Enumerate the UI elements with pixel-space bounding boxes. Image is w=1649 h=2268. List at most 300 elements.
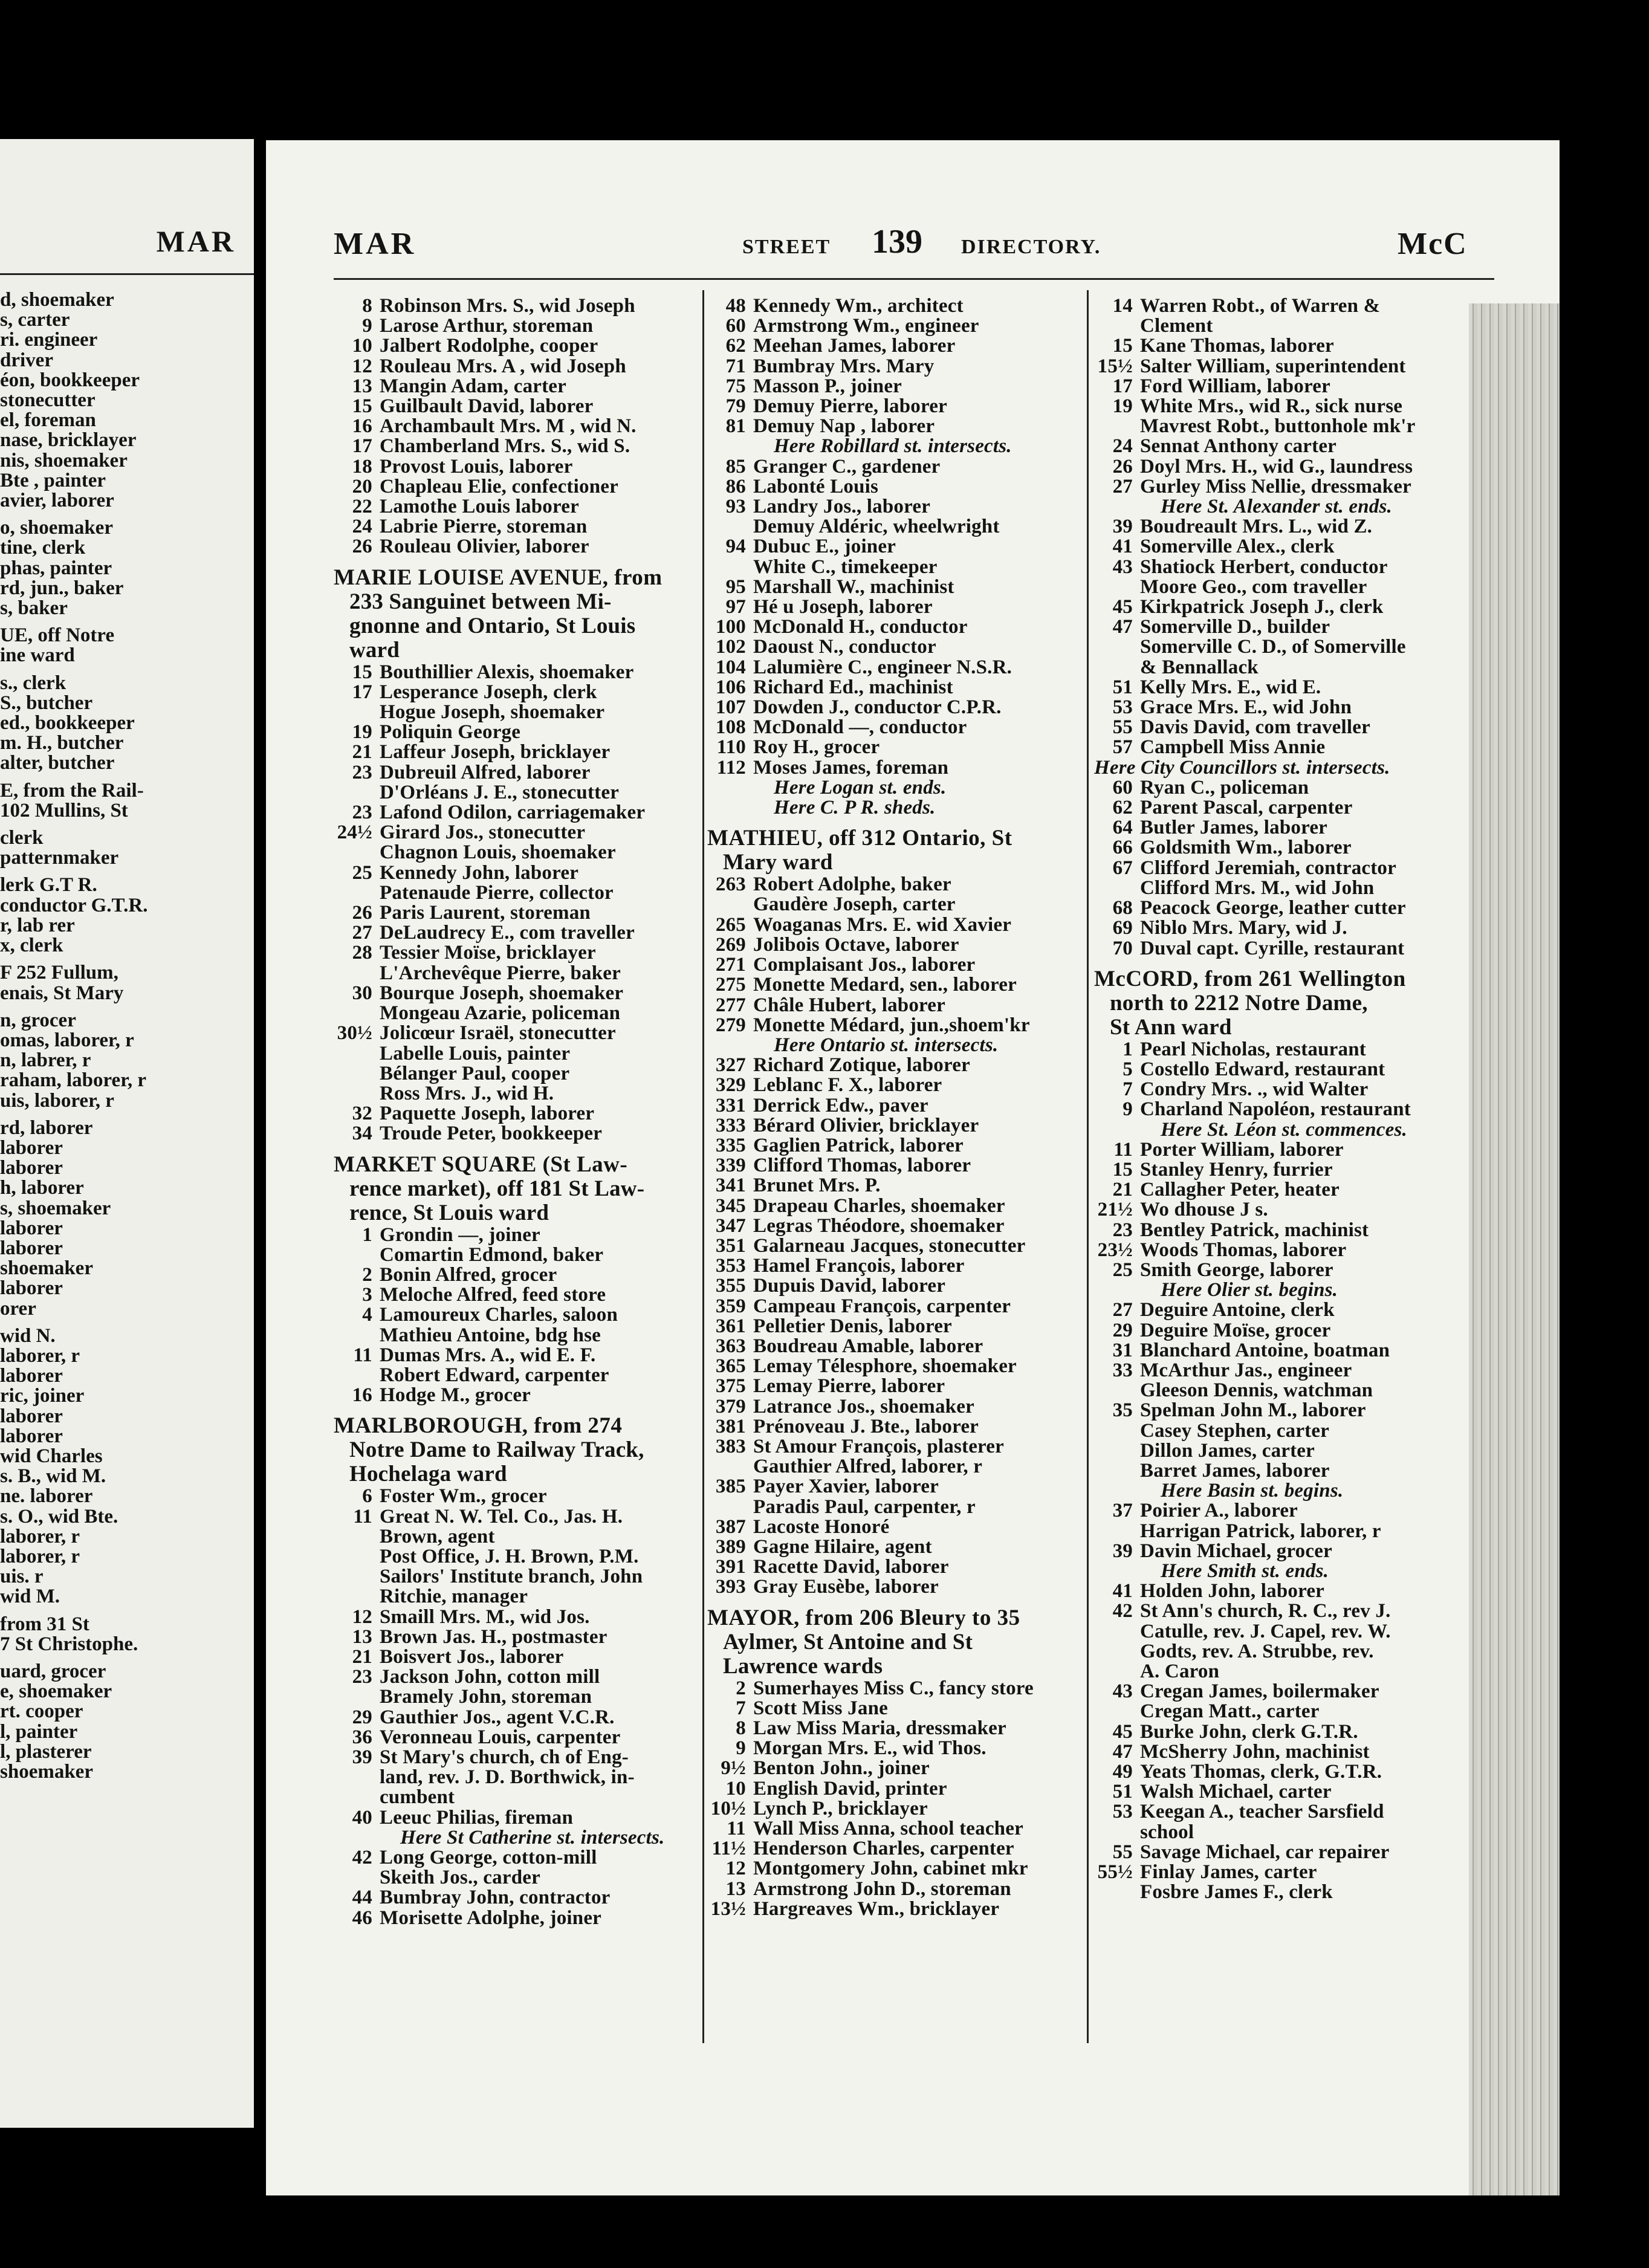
left-page-line: laborer, r (0, 1526, 80, 1547)
resident-entry: Dumas Mrs. A., wid E. F. (380, 1345, 596, 1366)
street-heading-cont: 233 Sanguinet between Mi- (349, 589, 612, 614)
left-page-line: l, plasterer (0, 1742, 92, 1763)
resident-entry: Demuy Pierre, laborer (753, 397, 947, 417)
directory-entry (1094, 858, 1493, 878)
directory-entry (334, 1567, 696, 1587)
resident-entry: Goldsmith Wm., laborer (1140, 838, 1352, 858)
left-page-line: laborer (0, 1238, 63, 1259)
resident-entry: Ryan C., policeman (1140, 777, 1309, 799)
resident-entry: Stanley Henry, furrier (1140, 1159, 1333, 1181)
directory-entry (707, 935, 1082, 955)
house-number: 21 (352, 1647, 372, 1668)
house-number: 271 (715, 955, 746, 976)
header-left: MAR (334, 227, 416, 261)
resident-entry: White C., timekeeper (753, 557, 938, 577)
directory-entry (334, 1908, 696, 1928)
house-number: 15 (352, 662, 372, 682)
resident-entry: Deguire Antoine, clerk (1140, 1300, 1335, 1321)
left-page-line: s, carter (0, 310, 70, 331)
house-number: 339 (715, 1156, 746, 1176)
resident-entry: Troude Peter, bookkeeper (380, 1124, 603, 1144)
resident-entry: Callagher Peter, heater (1140, 1180, 1340, 1200)
resident-entry: Sennat Anthony carter (1140, 436, 1337, 457)
resident-entry: Bentley Patrick, machinist (1140, 1220, 1369, 1240)
resident-entry: Brunet Mrs. P. (753, 1176, 881, 1196)
house-number: 327 (715, 1055, 746, 1076)
directory-entry (334, 1064, 696, 1084)
resident-entry: Brown, agent (380, 1526, 495, 1547)
resident-entry: Campeau François, carpenter (753, 1296, 1011, 1317)
resident-entry: Roy H., grocer (753, 737, 880, 758)
house-number: 97 (725, 597, 746, 618)
left-page-line: enais, St Mary (0, 983, 124, 1003)
directory-entry (707, 758, 1082, 778)
resident-entry: Leeuc Philias, fireman (380, 1807, 574, 1828)
left-page-line: uard, grocer (0, 1662, 106, 1682)
directory-entry (334, 1385, 696, 1405)
directory-entry (334, 1687, 696, 1707)
directory-entry (707, 698, 1082, 718)
resident-entry: Dubuc E., joiner (753, 537, 896, 557)
directory-entry (1094, 336, 1493, 356)
resident-entry: Niblo Mrs. Mary, wid J. (1140, 918, 1347, 939)
resident-entry: Parent Pascal, carpenter (1140, 798, 1353, 818)
left-page-text (0, 290, 242, 1782)
directory-entry (1094, 1341, 1493, 1361)
house-number: 19 (1112, 397, 1133, 417)
resident-entry: Mavrest Robt., buttonhole mk'r (1140, 416, 1416, 437)
resident-entry: Porter William, laborer (1140, 1139, 1344, 1160)
house-number: 70 (1112, 938, 1133, 959)
house-number: 107 (715, 698, 746, 718)
house-number: 10½ (710, 1798, 746, 1819)
street-heading-cont: St Ann ward (1110, 1015, 1232, 1040)
directory-entry (707, 1699, 1082, 1719)
resident-entry: Racette David, laborer (753, 1557, 949, 1578)
directory-entry (707, 1376, 1082, 1396)
resident-entry: Hargreaves Wm., bricklayer (753, 1899, 1000, 1920)
directory-entry (334, 1285, 696, 1305)
resident-entry: Yeats Thomas, clerk, G.T.R. (1140, 1762, 1382, 1783)
left-page-line: laborer, r (0, 1546, 80, 1567)
resident-entry: Duval capt. Cyrille, restaurant (1140, 938, 1405, 959)
resident-entry: Kelly Mrs. E., wid E. (1140, 677, 1321, 698)
left-page-line (0, 868, 242, 875)
house-number: 393 (715, 1577, 746, 1598)
directory-entry (707, 537, 1082, 557)
directory-entry (1094, 557, 1493, 577)
house-number: 26 (352, 903, 372, 924)
left-page-line: Bte , painter (0, 470, 106, 491)
house-number: 45 (1112, 597, 1133, 618)
left-page-header: MAR (156, 224, 236, 258)
resident-entry: Demuy Aldéric, wheelwright (753, 517, 1000, 537)
resident-entry: Burke John, clerk G.T.R. (1140, 1722, 1358, 1742)
house-number: 23 (1112, 1220, 1133, 1240)
resident-entry: Lacoste Honoré (753, 1517, 890, 1537)
resident-entry: Barret James, laborer (1140, 1460, 1330, 1482)
directory-entry (334, 1848, 696, 1868)
directory-entry (334, 336, 696, 356)
resident-entry: Legras Théodore, shoemaker (753, 1216, 1005, 1236)
left-page-line: l, painter (0, 1722, 78, 1742)
column-1 (334, 296, 696, 1928)
house-number: 39 (1112, 517, 1133, 537)
house-number: 11½ (711, 1839, 746, 1859)
directory-entry (1094, 1140, 1493, 1160)
resident-entry: Moses James, foreman (753, 757, 949, 778)
resident-entry: Payer Xavier, laborer (753, 1477, 939, 1497)
resident-entry: Boudreau Amable, laborer (753, 1336, 983, 1357)
house-number: 86 (725, 476, 746, 497)
house-number: 11 (727, 1819, 746, 1839)
directory-entry (707, 875, 1082, 895)
resident-entry: Ross Mrs. J., wid H. (380, 1083, 554, 1104)
resident-entry: Armstrong Wm., engineer (753, 316, 979, 337)
resident-entry: Catulle, rev. J. Capel, rev. W. (1140, 1621, 1391, 1642)
resident-entry: Boudreault Mrs. L., wid Z. (1140, 517, 1373, 537)
directory-entry (707, 737, 1082, 757)
house-number: 2 (736, 1678, 746, 1699)
resident-entry: school (1140, 1822, 1194, 1842)
directory-entry (707, 678, 1082, 698)
house-number: 15 (1112, 1159, 1133, 1181)
resident-entry: Demuy Nap , laborer (753, 416, 935, 437)
resident-entry: Kennedy John, laborer (380, 863, 579, 883)
street-heading: MARKET SQUARE (St Law- (334, 1152, 628, 1177)
house-number: 106 (715, 677, 746, 698)
resident-entry: Foster Wm., grocer (380, 1486, 547, 1507)
house-number: 46 (352, 1908, 372, 1928)
intersection-note: Here Olier st. begins. (1161, 1280, 1338, 1301)
house-number: 100 (715, 617, 746, 638)
directory-entry (334, 1104, 696, 1124)
directory-entry (334, 1346, 696, 1366)
resident-entry: Poirier A., laborer (1140, 1501, 1298, 1521)
resident-entry: Charland Napoléon, restaurant (1140, 1100, 1411, 1120)
house-number: 23 (352, 762, 372, 783)
directory-entry (707, 1799, 1082, 1819)
house-number: 25 (352, 863, 372, 883)
resident-entry: Pelletier Denis, laborer (753, 1316, 952, 1336)
left-page-line: ed., bookkeeper (0, 713, 135, 734)
directory-entry (334, 357, 696, 377)
resident-entry: Grondin —, joiner (380, 1225, 540, 1245)
resident-entry: Great N. W. Tel. Co., Jas. H. (380, 1506, 623, 1527)
house-number: 375 (715, 1376, 746, 1397)
resident-entry: Gurley Miss Nellie, dressmaker (1140, 476, 1411, 497)
directory-entry (707, 377, 1082, 397)
resident-entry: Robert Adolphe, baker (753, 875, 951, 895)
house-number: 23½ (1097, 1240, 1133, 1260)
house-number: 21½ (1097, 1200, 1133, 1220)
house-number: 35 (1112, 1401, 1133, 1421)
house-number: 30½ (337, 1023, 372, 1044)
directory-entry (334, 1366, 696, 1385)
house-number: 18 (352, 456, 372, 477)
left-page-line: s, baker (0, 598, 68, 619)
directory-entry (707, 1537, 1082, 1557)
directory-entry (707, 296, 1082, 316)
left-page-line: patternmaker (0, 848, 119, 869)
left-page-line: laborer (0, 1426, 63, 1447)
house-number: 3 (362, 1285, 372, 1306)
house-number: 365 (715, 1356, 746, 1377)
directory-entry (334, 1808, 696, 1828)
house-number: 351 (715, 1236, 746, 1257)
house-number: 39 (352, 1747, 372, 1768)
directory-entry (1094, 1642, 1493, 1662)
resident-entry: Bonin Alfred, grocer (380, 1265, 557, 1286)
house-number: 10 (725, 1778, 746, 1799)
intersection-note: Here St. Léon st. commences. (1161, 1119, 1407, 1140)
directory-entry (707, 1497, 1082, 1517)
intersection-note: Here Robillard st. intersects. (774, 436, 1012, 457)
resident-entry: Walsh Michael, carter (1140, 1782, 1332, 1803)
header-directory: DIRECTORY. (961, 236, 1101, 258)
house-number: 355 (715, 1276, 746, 1297)
intersection-note: Here St. Alexander st. ends. (1161, 497, 1392, 517)
left-page-line: ri. engineer (0, 330, 98, 351)
resident-entry: Harrigan Patrick, laborer, r (1140, 1521, 1381, 1541)
resident-entry: Meloche Alfred, feed store (380, 1285, 606, 1306)
street-heading-cont: Mary ward (723, 850, 833, 875)
directory-entry (707, 658, 1082, 678)
house-number: 41 (1112, 1581, 1133, 1602)
resident-entry: Montgomery John, cabinet mkr (753, 1859, 1028, 1879)
house-number: 44 (352, 1888, 372, 1908)
house-number: 341 (715, 1176, 746, 1196)
directory-entry (1094, 1742, 1493, 1762)
directory-entry (707, 457, 1082, 477)
directory-entry (1094, 1601, 1493, 1621)
house-number: 389 (715, 1537, 746, 1558)
directory-entry (707, 497, 1082, 517)
left-page-line: éon, bookkeeper (0, 370, 140, 391)
house-number: 75 (725, 376, 746, 397)
intersection-note: Here Logan st. ends. (774, 777, 947, 799)
directory-entry (707, 1899, 1082, 1919)
house-number: 71 (725, 356, 746, 377)
resident-entry: Veronneau Louis, carpenter (380, 1727, 621, 1748)
house-number: 353 (715, 1256, 746, 1277)
directory-entry (334, 1245, 696, 1265)
resident-entry: Hodge M., grocer (380, 1385, 531, 1406)
resident-entry: Doyl Mrs. H., wid G., laundress (1140, 456, 1413, 477)
resident-entry: Leblanc F. X., laborer (753, 1075, 942, 1096)
left-page-line: phas, painter (0, 558, 112, 578)
directory-entry (334, 883, 696, 903)
resident-entry: Hé u Joseph, laborer (753, 597, 933, 618)
directory-entry (1094, 416, 1493, 436)
directory-entry (334, 316, 696, 336)
resident-entry: & Bennallack (1140, 657, 1259, 678)
house-number: 85 (725, 456, 746, 477)
resident-entry: McDonald H., conductor (753, 617, 968, 638)
left-page-line: nase, bricklayer (0, 430, 137, 451)
street-heading-cont: ward (349, 638, 400, 663)
resident-entry: Labelle Louis, painter (380, 1043, 571, 1064)
directory-entry (1094, 1321, 1493, 1341)
resident-entry: Costello Edward, restaurant (1140, 1059, 1385, 1080)
directory-entry (1094, 918, 1493, 938)
resident-entry: McArthur Jas., engineer (1140, 1360, 1352, 1381)
directory-entry (334, 1627, 696, 1647)
resident-entry: Robert Edward, carpenter (380, 1365, 609, 1386)
house-number: 9 (362, 316, 372, 337)
resident-entry: Post Office, J. H. Brown, P.M. (380, 1546, 639, 1567)
directory-entry (1094, 617, 1493, 637)
left-page-line: 7 St Christophe. (0, 1634, 138, 1654)
directory-entry (1094, 1300, 1493, 1320)
house-number: 62 (725, 336, 746, 357)
directory-entry (334, 1527, 696, 1547)
directory-page (266, 140, 1560, 2195)
resident-entry: Guilbault David, laborer (380, 397, 594, 417)
house-number: 93 (725, 497, 746, 517)
directory-entry (707, 617, 1082, 637)
resident-entry: Lemay Télesphore, shoemaker (753, 1356, 1017, 1377)
resident-entry: Blanchard Antoine, boatman (1140, 1340, 1390, 1361)
directory-entry (707, 1055, 1082, 1075)
house-number: 31 (1112, 1340, 1133, 1361)
page-header (266, 223, 1560, 280)
resident-entry: Savage Michael, car repairer (1140, 1842, 1390, 1863)
house-number: 39 (1112, 1541, 1133, 1561)
house-number: 333 (715, 1115, 746, 1136)
street-heading-cont: Aylmer, St Antoine and St (723, 1630, 973, 1654)
resident-entry: Cregan Matt., carter (1140, 1702, 1320, 1722)
house-number: 21 (352, 742, 372, 763)
house-number: 21 (1112, 1180, 1133, 1200)
directory-entry (707, 1557, 1082, 1577)
directory-entry (1094, 1842, 1493, 1862)
house-number: 26 (352, 537, 372, 557)
house-number: 361 (715, 1316, 746, 1336)
resident-entry: Laffeur Joseph, bricklayer (380, 742, 611, 763)
left-page-line: wid M. (0, 1587, 60, 1607)
house-number: 81 (725, 416, 746, 437)
house-number: 13 (352, 1627, 372, 1647)
directory-entry (707, 1577, 1082, 1597)
directory-entry (707, 357, 1082, 377)
left-page-line: rd, laborer (0, 1118, 93, 1138)
left-page-line: S., butcher (0, 693, 93, 714)
directory-entry (707, 316, 1082, 336)
left-page-line: E, from the Rail- (0, 780, 144, 801)
directory-entry (1094, 377, 1493, 397)
house-number: 49 (1112, 1762, 1133, 1783)
house-number: 9½ (721, 1758, 746, 1779)
resident-entry: Mathieu Antoine, bdg hse (380, 1325, 601, 1346)
directory-entry (707, 1116, 1082, 1136)
directory-entry (707, 1417, 1082, 1437)
directory-entry (334, 457, 696, 477)
house-number: 43 (1112, 1682, 1133, 1702)
directory-entry (334, 823, 696, 843)
intersection-note: Here St Catherine st. intersects. (400, 1827, 665, 1848)
house-number: 8 (362, 296, 372, 317)
resident-entry: Godts, rev. A. Strubbe, rev. (1140, 1641, 1374, 1662)
directory-entry (1094, 939, 1493, 959)
directory-entry (1094, 1521, 1493, 1541)
house-number: 69 (1112, 918, 1133, 939)
resident-entry: Warren Robt., of Warren & (1140, 296, 1381, 317)
directory-entry (707, 1156, 1082, 1176)
directory-entry (707, 517, 1082, 537)
directory-entry (1094, 1220, 1493, 1240)
directory-entry (1094, 1541, 1493, 1561)
house-number: 329 (715, 1075, 746, 1096)
resident-entry: Pearl Nicholas, restaurant (1140, 1039, 1366, 1060)
house-number: 108 (715, 718, 746, 738)
left-page-line: ne. laborer (0, 1486, 93, 1507)
house-number: 11 (353, 1506, 372, 1527)
directory-entry (334, 943, 696, 963)
resident-entry: Lynch P., bricklayer (753, 1798, 928, 1819)
house-number: 51 (1112, 1782, 1133, 1803)
resident-entry: Moore Geo., com traveller (1140, 577, 1367, 598)
left-page-line: tine, clerk (0, 538, 86, 559)
house-number: 347 (715, 1216, 746, 1236)
directory-entry (707, 336, 1082, 356)
left-page-line: e, shoemaker (0, 1682, 112, 1702)
left-page-line (0, 821, 242, 828)
directory-entry (707, 577, 1082, 597)
resident-entry: Holden John, laborer (1140, 1581, 1325, 1602)
directory-entry (1094, 1240, 1493, 1260)
directory-entry (1094, 1180, 1493, 1200)
directory-entry (1094, 1441, 1493, 1461)
intersection-note: Here Smith st. ends. (1161, 1561, 1329, 1582)
house-number: 28 (352, 943, 372, 964)
directory-entry (1094, 537, 1493, 557)
directory-entry (334, 783, 696, 803)
directory-entry (334, 1124, 696, 1144)
house-number: 385 (715, 1477, 746, 1497)
left-page-line (0, 1654, 242, 1662)
resident-entry: land, rev. J. D. Borthwick, in- (380, 1767, 635, 1788)
street-heading: McCORD, from 261 Wellington (1094, 967, 1406, 991)
resident-entry: Patenaude Pierre, collector (380, 883, 614, 904)
resident-entry: Somerville D., builder (1140, 617, 1330, 638)
house-number: 95 (725, 577, 746, 598)
header-rule (334, 278, 1494, 280)
house-number: 47 (1112, 617, 1133, 638)
directory-entry (707, 1236, 1082, 1256)
resident-entry: Jolibois Octave, laborer (753, 935, 959, 956)
resident-entry: Kirkpatrick Joseph J., clerk (1140, 597, 1384, 618)
left-page-line: raham, laborer, r (0, 1071, 146, 1091)
directory-entry (1094, 597, 1493, 617)
house-number: 36 (352, 1727, 372, 1748)
house-number: 45 (1112, 1722, 1133, 1742)
house-number: 279 (715, 1015, 746, 1035)
resident-entry: Campbell Miss Annie (1140, 737, 1326, 758)
directory-entry (334, 517, 696, 537)
left-page-line: d, shoemaker (0, 290, 114, 311)
house-number: 62 (1112, 798, 1133, 818)
directory-entry (334, 1708, 696, 1728)
house-number: 27 (352, 923, 372, 944)
directory-entry (1094, 737, 1493, 757)
directory-entry (334, 1667, 696, 1687)
directory-entry (1094, 878, 1493, 898)
left-page-line (0, 1111, 242, 1118)
directory-entry (334, 1787, 696, 1807)
street-heading-cont: north to 2212 Notre Dame, (1110, 991, 1368, 1016)
resident-entry: Hamel François, laborer (753, 1256, 965, 1277)
